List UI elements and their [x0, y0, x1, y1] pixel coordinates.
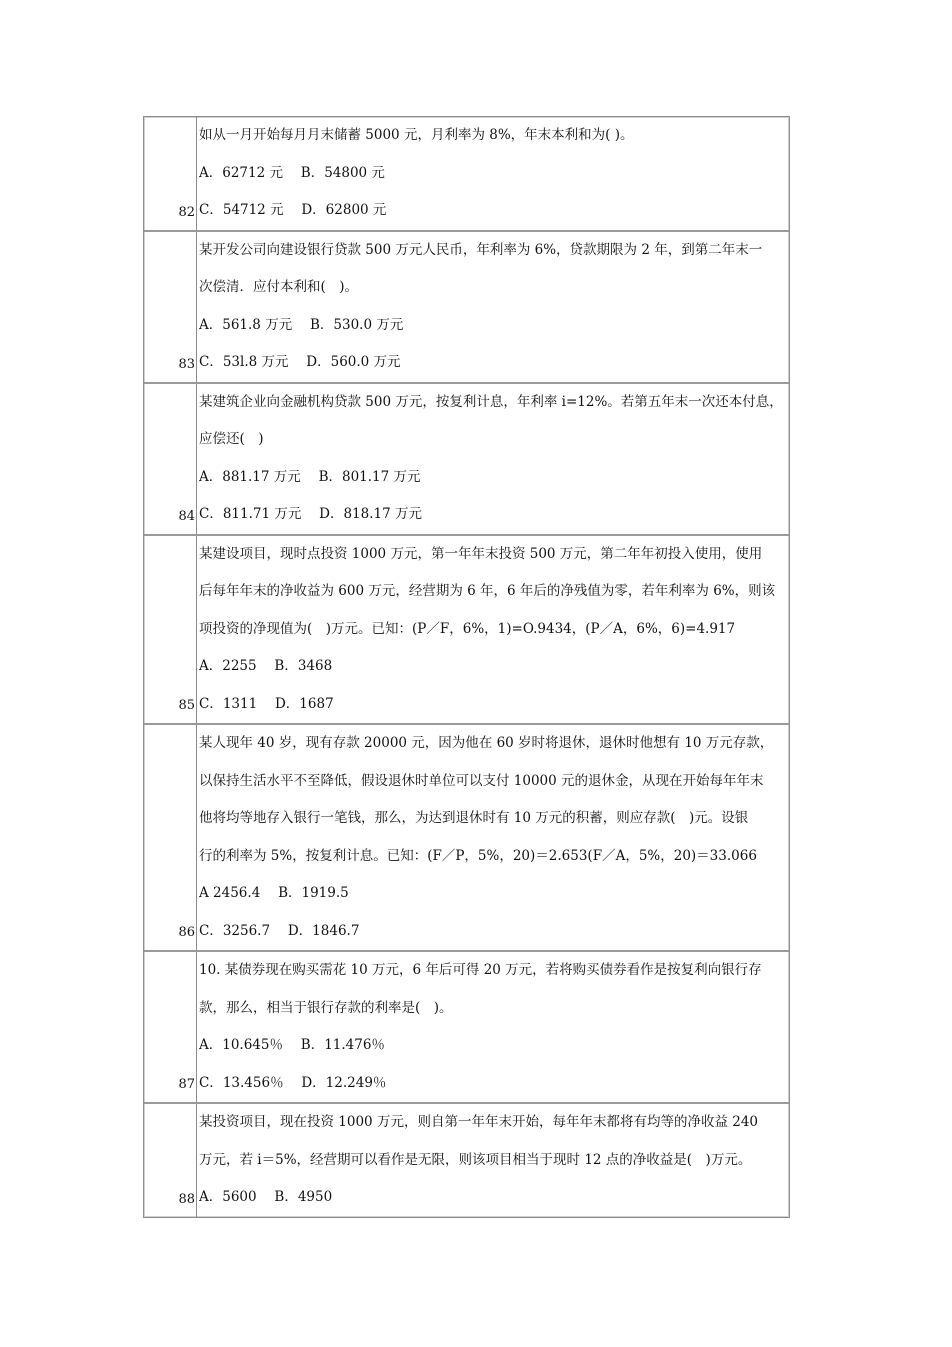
question-number: 82	[178, 204, 195, 220]
question-text-line: A．5600 B．4950	[199, 1189, 333, 1205]
question-row	[144, 384, 789, 536]
question-text-line: 后每年年末的净收益为 600 万元，经营期为 6 年，6 年后的净残值为零，若年利率为 6%，则该	[199, 583, 776, 599]
question-row	[144, 117, 789, 232]
question-row	[144, 1104, 789, 1217]
question-content	[197, 232, 789, 382]
question-text-line: A．881.17 万元 B．801.17 万元	[199, 468, 421, 485]
question-text-line: C．811.71 万元 D．818.17 万元	[199, 506, 423, 522]
question-number: 88	[178, 1191, 195, 1207]
question-text-line: A．561.8 万元 B．530.0 万元	[199, 316, 404, 333]
question-number: 83	[178, 356, 195, 372]
question-content	[197, 1104, 789, 1217]
question-number: 84	[178, 508, 195, 524]
question-text-line: 次偿清．应付本利和( )。	[199, 279, 359, 295]
question-text-line: 他将均等地存入银行一笔钱，那么，为达到退休时有 10 万元的积蓄，则应存款( )元。设银	[199, 810, 749, 826]
question-text-line: A．10.645％ B．11.476％	[199, 1037, 385, 1053]
question-number-cell	[144, 384, 197, 534]
question-text-line: 某建设项目，现时点投资 1000 万元，第一年年末投资 500 万元，第二年年初投入使用，使用	[199, 545, 763, 562]
question-text-line: 10. 某债券现在购买需花 10 万元，6 年后可得 20 万元，若将购买债券看作是按复利向银行存	[199, 962, 762, 978]
question-row	[144, 952, 789, 1104]
question-text-line: 某人现年 40 岁，现有存款 20000 元，因为他在 60 岁时将退休，退休时他想有 10 万元存款，	[199, 735, 774, 751]
question-content	[197, 117, 789, 230]
question-text-line: C．1311 D．1687	[199, 695, 334, 712]
question-text-line: A．62712 元 B．54800 元	[199, 164, 385, 181]
question-text-line: 某开发公司向建设银行贷款 500 万元人民币，年利率为 6%，贷款期限为 2 年，到第二年末一	[199, 241, 763, 258]
question-text-line: 如从一月开始每月月末储蓄 5000 元，月利率为 8%，年末本利和为( )。	[199, 127, 634, 143]
question-content	[197, 384, 789, 534]
question-text-line: C．53l.8 万元 D．560.0 万元	[199, 354, 401, 370]
question-text-line: 款，那么，相当于银行存款的利率是( )。	[199, 999, 453, 1016]
question-text-line: 某投资项目，现在投资 1000 万元，则自第一年年末开始，每年年末都将有均等的净收益 240	[199, 1114, 758, 1130]
question-text-line: 以保持生活水平不至降低，假设退休时单位可以支付 10000 元的退休金，从现在开始每年年末	[199, 772, 764, 789]
question-text-line: 万元，若 i＝5%，经营期可以看作是无限，则该项目相当于现时 12 点的净收益是( )万元。	[199, 1151, 752, 1168]
question-content	[197, 536, 789, 724]
question-row	[144, 232, 789, 384]
question-text-line: C．54712 元 D．62800 元	[199, 202, 387, 218]
question-table	[143, 116, 790, 1218]
question-number-cell	[144, 725, 197, 950]
question-number: 85	[178, 698, 195, 713]
question-row	[144, 725, 789, 952]
question-text-line: 项投资的净现值为( )万元。已知：(P／F，6%，1)=O.9434，(P／A，6%，6)=4.917	[199, 620, 736, 637]
question-number-cell	[144, 536, 197, 724]
question-text-line: 某建筑企业向金融机构贷款 500 万元，按复利计息，年利率 i=12%。若第五年末一次还本付息，	[199, 393, 783, 410]
question-number-cell	[144, 1104, 197, 1217]
question-content	[197, 952, 789, 1102]
question-text-line: C．13.456％ D．12.249％	[199, 1074, 387, 1091]
question-content	[197, 725, 789, 950]
question-row	[144, 536, 789, 726]
question-text-line: C．3256.7 D．1846.7	[199, 922, 360, 939]
question-text-line: A．2255 B．3468	[199, 658, 333, 674]
question-number: 86	[178, 925, 195, 940]
question-number-cell	[144, 117, 197, 230]
question-number-cell	[144, 232, 197, 382]
question-number: 87	[178, 1077, 195, 1092]
question-text-line: 行的利率为 5%，按复利计息。已知：(F／P，5%，20)＝2.653(F／A，5%，20)＝33.066	[199, 847, 757, 864]
question-text-line: A 2456.4 B．1919.5	[199, 885, 349, 901]
question-number-cell	[144, 952, 197, 1102]
question-text-line: 应偿还( )	[199, 431, 264, 447]
